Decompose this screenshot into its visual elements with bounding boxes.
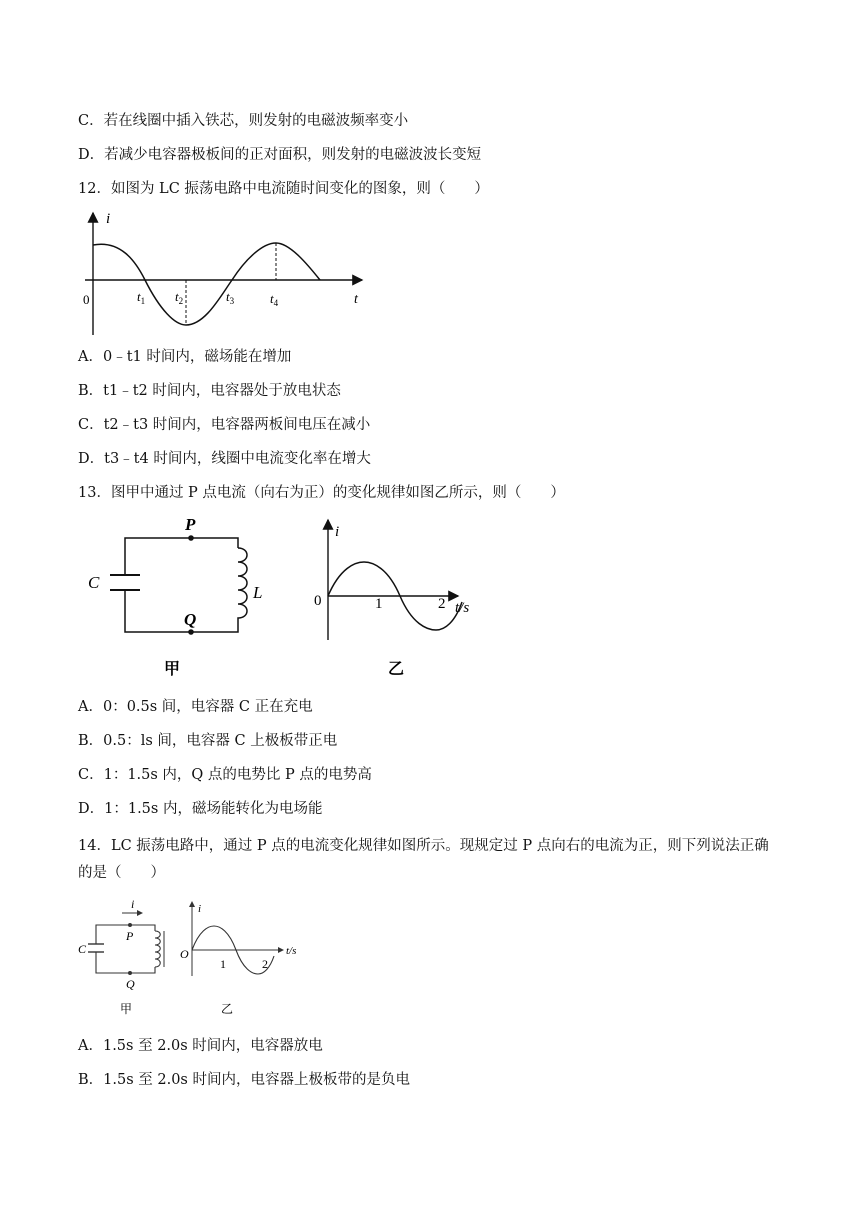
caption-yi: 乙 [388,661,405,678]
tick-2-label: 2 [438,596,446,612]
y-label: i [198,903,202,915]
tick-1-label: 1 [220,957,226,971]
label-q: Q [126,977,135,991]
q14-option-a: A．1.5s 至 2.0s 时间内，电容器放电 [78,1038,323,1054]
origin-label: 0 [314,593,322,609]
caption-yi: 乙 [221,1002,234,1016]
q11-option-c: C．若在线圈中插入铁芯，则发射的电磁波频率变小 [78,113,409,129]
caption-jia: 甲 [164,661,181,678]
point-q [128,971,132,975]
lc-circuit-jia [88,515,262,678]
q13-option-c: C．1：1.5s 内，Q 点的电势比 P 点的电势高 [78,767,372,783]
label-c: C [88,573,100,592]
caption-jia: 甲 [120,1002,133,1016]
q14-stem: 14．LC 振荡电路中，通过 P 点的电流变化规律如图所示。现规定过 P 点向右的电流为正，则下列说法正确的是（ ） [78,838,769,881]
circuit-wire [125,538,238,575]
q12-option-d: D．t3﹣t4 时间内，线圈中电流变化率在增大 [78,451,371,467]
q13-option-a: A．0：0.5s 间，电容器 C 正在充电 [78,699,313,715]
q14-option-b: B．1.5s 至 2.0s 时间内，电容器上极板带的是负电 [78,1072,410,1088]
label-l: L [253,583,263,602]
q13-option-d: D．1：1.5s 内，磁场能转化为电场能 [78,801,323,817]
label-c: C [78,942,87,956]
q12-stem: 12．如图为 LC 振荡电路中电流随时间变化的图象，则（ ） [78,181,489,197]
lc-circuit-jia [78,898,164,1016]
t2-label: $t_2$ [175,289,184,306]
point-q [188,629,194,635]
y-label: i [106,211,111,227]
t3-label: $t_3$ [226,289,235,306]
t1-label: $t_1$ [137,289,146,306]
point-p [128,923,132,927]
x-unit-label: t/s [455,600,470,616]
x-unit-label: t/s [286,945,297,957]
current-curve [93,243,320,325]
point-p [188,535,194,541]
current-graph-yi [180,902,296,1016]
circuit-wire-bottom [125,590,238,632]
inductor-coil [155,931,160,967]
q14-figure [78,898,318,1020]
q13-stem: 13．图甲中通过 P 点电流（向右为正）的变化规律如图乙所示，则（ ） [78,485,565,501]
origin-label: O [180,947,189,961]
q12-current-time-graph [80,205,380,340]
label-q: Q [184,610,197,629]
tick-1-label: 1 [375,596,383,612]
q11-option-d: D．若减少电容器极板间的正对面积，则发射的电磁波波长变短 [78,147,482,163]
t4-label: $t_4$ [270,291,279,308]
q12-option-c: C．t2﹣t3 时间内，电容器两板间电压在减小 [78,417,371,433]
origin-label: 0 [83,292,90,307]
q12-option-a: A．0﹣t1 时间内，磁场能在增加 [78,349,292,365]
label-i-arrow: i [131,898,135,911]
x-label: t [354,292,358,307]
circuit-wire-bottom [96,952,155,973]
label-p: P [126,929,134,943]
label-p: P [185,515,196,534]
y-label: i [335,524,340,540]
tick-2-label: 2 [262,957,268,971]
inductor-coil [238,548,247,622]
current-graph-yi [314,520,469,678]
q13-option-b: B．0.5：ls 间，电容器 C 上极板带正电 [78,733,338,749]
q13-figure [80,510,500,680]
q12-option-b: B．t1﹣t2 时间内，电容器处于放电状态 [78,383,341,399]
